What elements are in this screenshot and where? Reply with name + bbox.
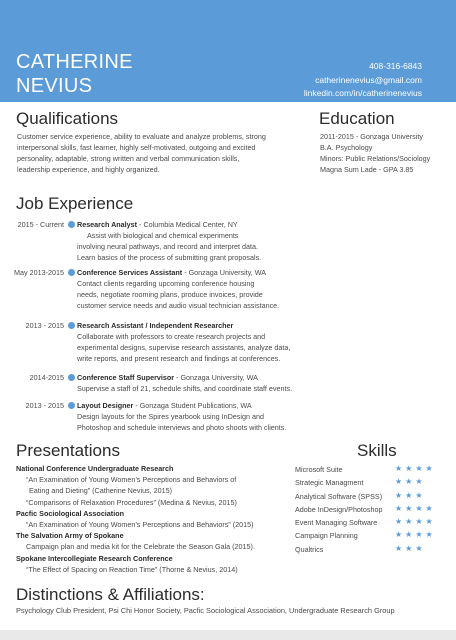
job-date: 2013 - 2015: [25, 401, 64, 410]
job-description-line: experimental designs, supervise research assistants, analyze data,: [77, 343, 291, 352]
job-organization: - Columbia Medical Center, NY: [137, 220, 238, 229]
presentation-item: “An Examination of Young Women’s Perceptions and Behaviors” (2015): [26, 520, 254, 530]
education-title: Education: [319, 109, 395, 128]
job-details: [77, 219, 261, 263]
skill-row: [295, 517, 445, 530]
job-description-line: Supervise a staff of 21, schedule shifts, and coordinate staff events.: [77, 384, 293, 393]
job-details: [77, 320, 290, 364]
job-details: [77, 400, 286, 433]
job-date: 2013 - 2015: [25, 321, 64, 330]
footer-band: [0, 630, 456, 640]
presentation-item: “An Examination of Young Women’s Perceptions and Behaviors of: [26, 475, 237, 485]
job-role: Conference Services Assistant: [77, 268, 183, 277]
qualifications-line: interpersonal skills, fast learner, highly self-motivated, outgoing and excited: [17, 143, 256, 152]
job-organization: - Gonzaga Student Publications, WA: [133, 401, 252, 410]
presentation-item: Eating and Dieting” (Catherine Nevius, 2015): [29, 486, 173, 496]
job-description-line: Learn basics of the process of submitting grant proposals.: [77, 253, 262, 262]
job-description-line: Contact clients regarding upcoming conference housing: [77, 279, 255, 288]
star-rating-icon: ★★★★: [395, 517, 436, 527]
job-date: May 2013-2015: [14, 268, 64, 277]
skills-list: [295, 464, 445, 557]
skill-row: [295, 477, 445, 490]
timeline-dot-icon: [68, 322, 75, 329]
distinctions-text: Psychology Club President, Psi Chi Honor Society, Pacfic Sociological Association, Undergraduate Research Group: [16, 606, 395, 615]
star-rating-icon: ★★★★: [395, 530, 436, 540]
qualifications-line: Customer service experience, ability to evaluate and analyze problems, strong: [17, 132, 266, 141]
presentation-venue: The Salvation Army of Spokane: [16, 531, 124, 541]
skill-row: [295, 504, 445, 517]
education-line: 2011-2015 - Gonzaga University: [320, 132, 423, 141]
job-details: [77, 267, 279, 311]
last-name: NEVIUS: [16, 75, 93, 97]
job-description-line: Design layouts for the Spires yearbook using InDesign and: [77, 412, 264, 421]
job-date: 2014-2015: [29, 373, 64, 382]
timeline-dot-icon: [68, 374, 75, 381]
skill-row: [295, 491, 445, 504]
qualifications-text: [17, 131, 307, 175]
skill-row: [295, 544, 445, 557]
timeline-dot-icon: [68, 269, 75, 276]
email-address: catherinenevius@gmail.com: [315, 74, 422, 85]
skill-name: Microsoft Suite: [295, 465, 343, 474]
star-rating-icon: ★★★★: [395, 503, 436, 513]
first-name: CATHERINE: [16, 51, 133, 73]
job-description-line: Assist with biological and chemical experiments: [87, 231, 239, 240]
qualifications-line: leadership experience, and highly organized.: [17, 165, 160, 174]
presentation-venue: Pacfic Sociological Association: [16, 508, 124, 518]
education-line: Magna Sum Lade - GPA 3.85: [320, 165, 414, 174]
linkedin-url: linkedin.com/in/catherinenevius: [303, 88, 422, 98]
skill-name: Campaign Planning: [295, 531, 358, 541]
star-rating-icon: ★★★: [395, 477, 426, 487]
skill-name: Adobe InDesign/Photoshop: [295, 504, 383, 514]
presentations-title: Presentations: [16, 441, 120, 460]
presentation-item: Campaign plan and media kit for the Celebrate the Season Gala (2015).: [26, 542, 255, 552]
job-role: Research Analyst: [77, 220, 138, 229]
presentations-list: [16, 463, 286, 575]
job-organization: - Gonzaga University, WA: [182, 268, 267, 277]
presentation-item: “Comparisons of Relaxation Procedures” (Medina & Nevius, 2015): [26, 497, 237, 507]
presentation-venue: National Conference Undergraduate Research: [16, 464, 174, 473]
job-description-line: Photoshop and schedule interviews and photo shoots with clients.: [77, 423, 287, 432]
education-line: B.A. Psychology: [320, 143, 373, 152]
star-rating-icon: ★★★★: [395, 464, 436, 473]
job-description-line: involving neural pathways, and record and interpret data.: [77, 242, 258, 251]
job-role: Layout Designer: [77, 401, 134, 410]
job-description-line: customer service needs and audio visual technician assistance.: [77, 301, 280, 310]
education-line: Minors: Public Relations/Sociology: [320, 154, 431, 163]
skill-row: [295, 530, 445, 543]
star-rating-icon: ★★★: [395, 543, 426, 553]
skill-name: Strategic Managment: [295, 478, 364, 488]
skill-row: [295, 464, 445, 477]
phone-number: 408-316-6843: [369, 61, 422, 71]
skills-title: Skills: [357, 441, 397, 460]
contact-info: [304, 60, 422, 101]
job-details: [77, 372, 292, 394]
job-description-line: write reports, and present research and findings at conferences.: [77, 354, 281, 363]
job-role: Conference Staff Supervisor: [77, 373, 175, 382]
job-description-line: needs, negotiate rooming plans, produce invoices, provide: [77, 290, 263, 299]
skill-name: Event Managing Software: [295, 518, 378, 528]
qualifications-title: Qualifications: [16, 109, 119, 128]
presentation-item: “The Effect of Spacing on Reaction Time” (Thorne & Nevius, 2014): [26, 564, 238, 574]
qualifications-line: personality, adaptable, strong written and verbal communication skills,: [17, 154, 240, 163]
skill-name: Analytical Software (SPSS): [295, 491, 383, 501]
job-description-line: Collaborate with professors to create research projects and: [77, 332, 266, 341]
job-date: 2015 - Current: [17, 220, 64, 229]
job-role: Research Assistant / Independent Researcher: [77, 321, 234, 330]
job-experience-title: Job Experience: [16, 194, 134, 213]
presentation-venue: Spokane Intercollegiate Research Conference: [16, 553, 173, 563]
education-text: [320, 131, 450, 175]
job-organization: - Gonzaga University, WA: [174, 373, 258, 382]
timeline-dot-icon: [68, 221, 75, 228]
star-rating-icon: ★★★: [395, 490, 426, 500]
distinctions-title: Distinctions & Affiliations:: [16, 585, 205, 604]
skill-name: Qualtrics: [295, 544, 324, 554]
header-band: [0, 0, 456, 102]
timeline-dot-icon: [68, 402, 75, 409]
